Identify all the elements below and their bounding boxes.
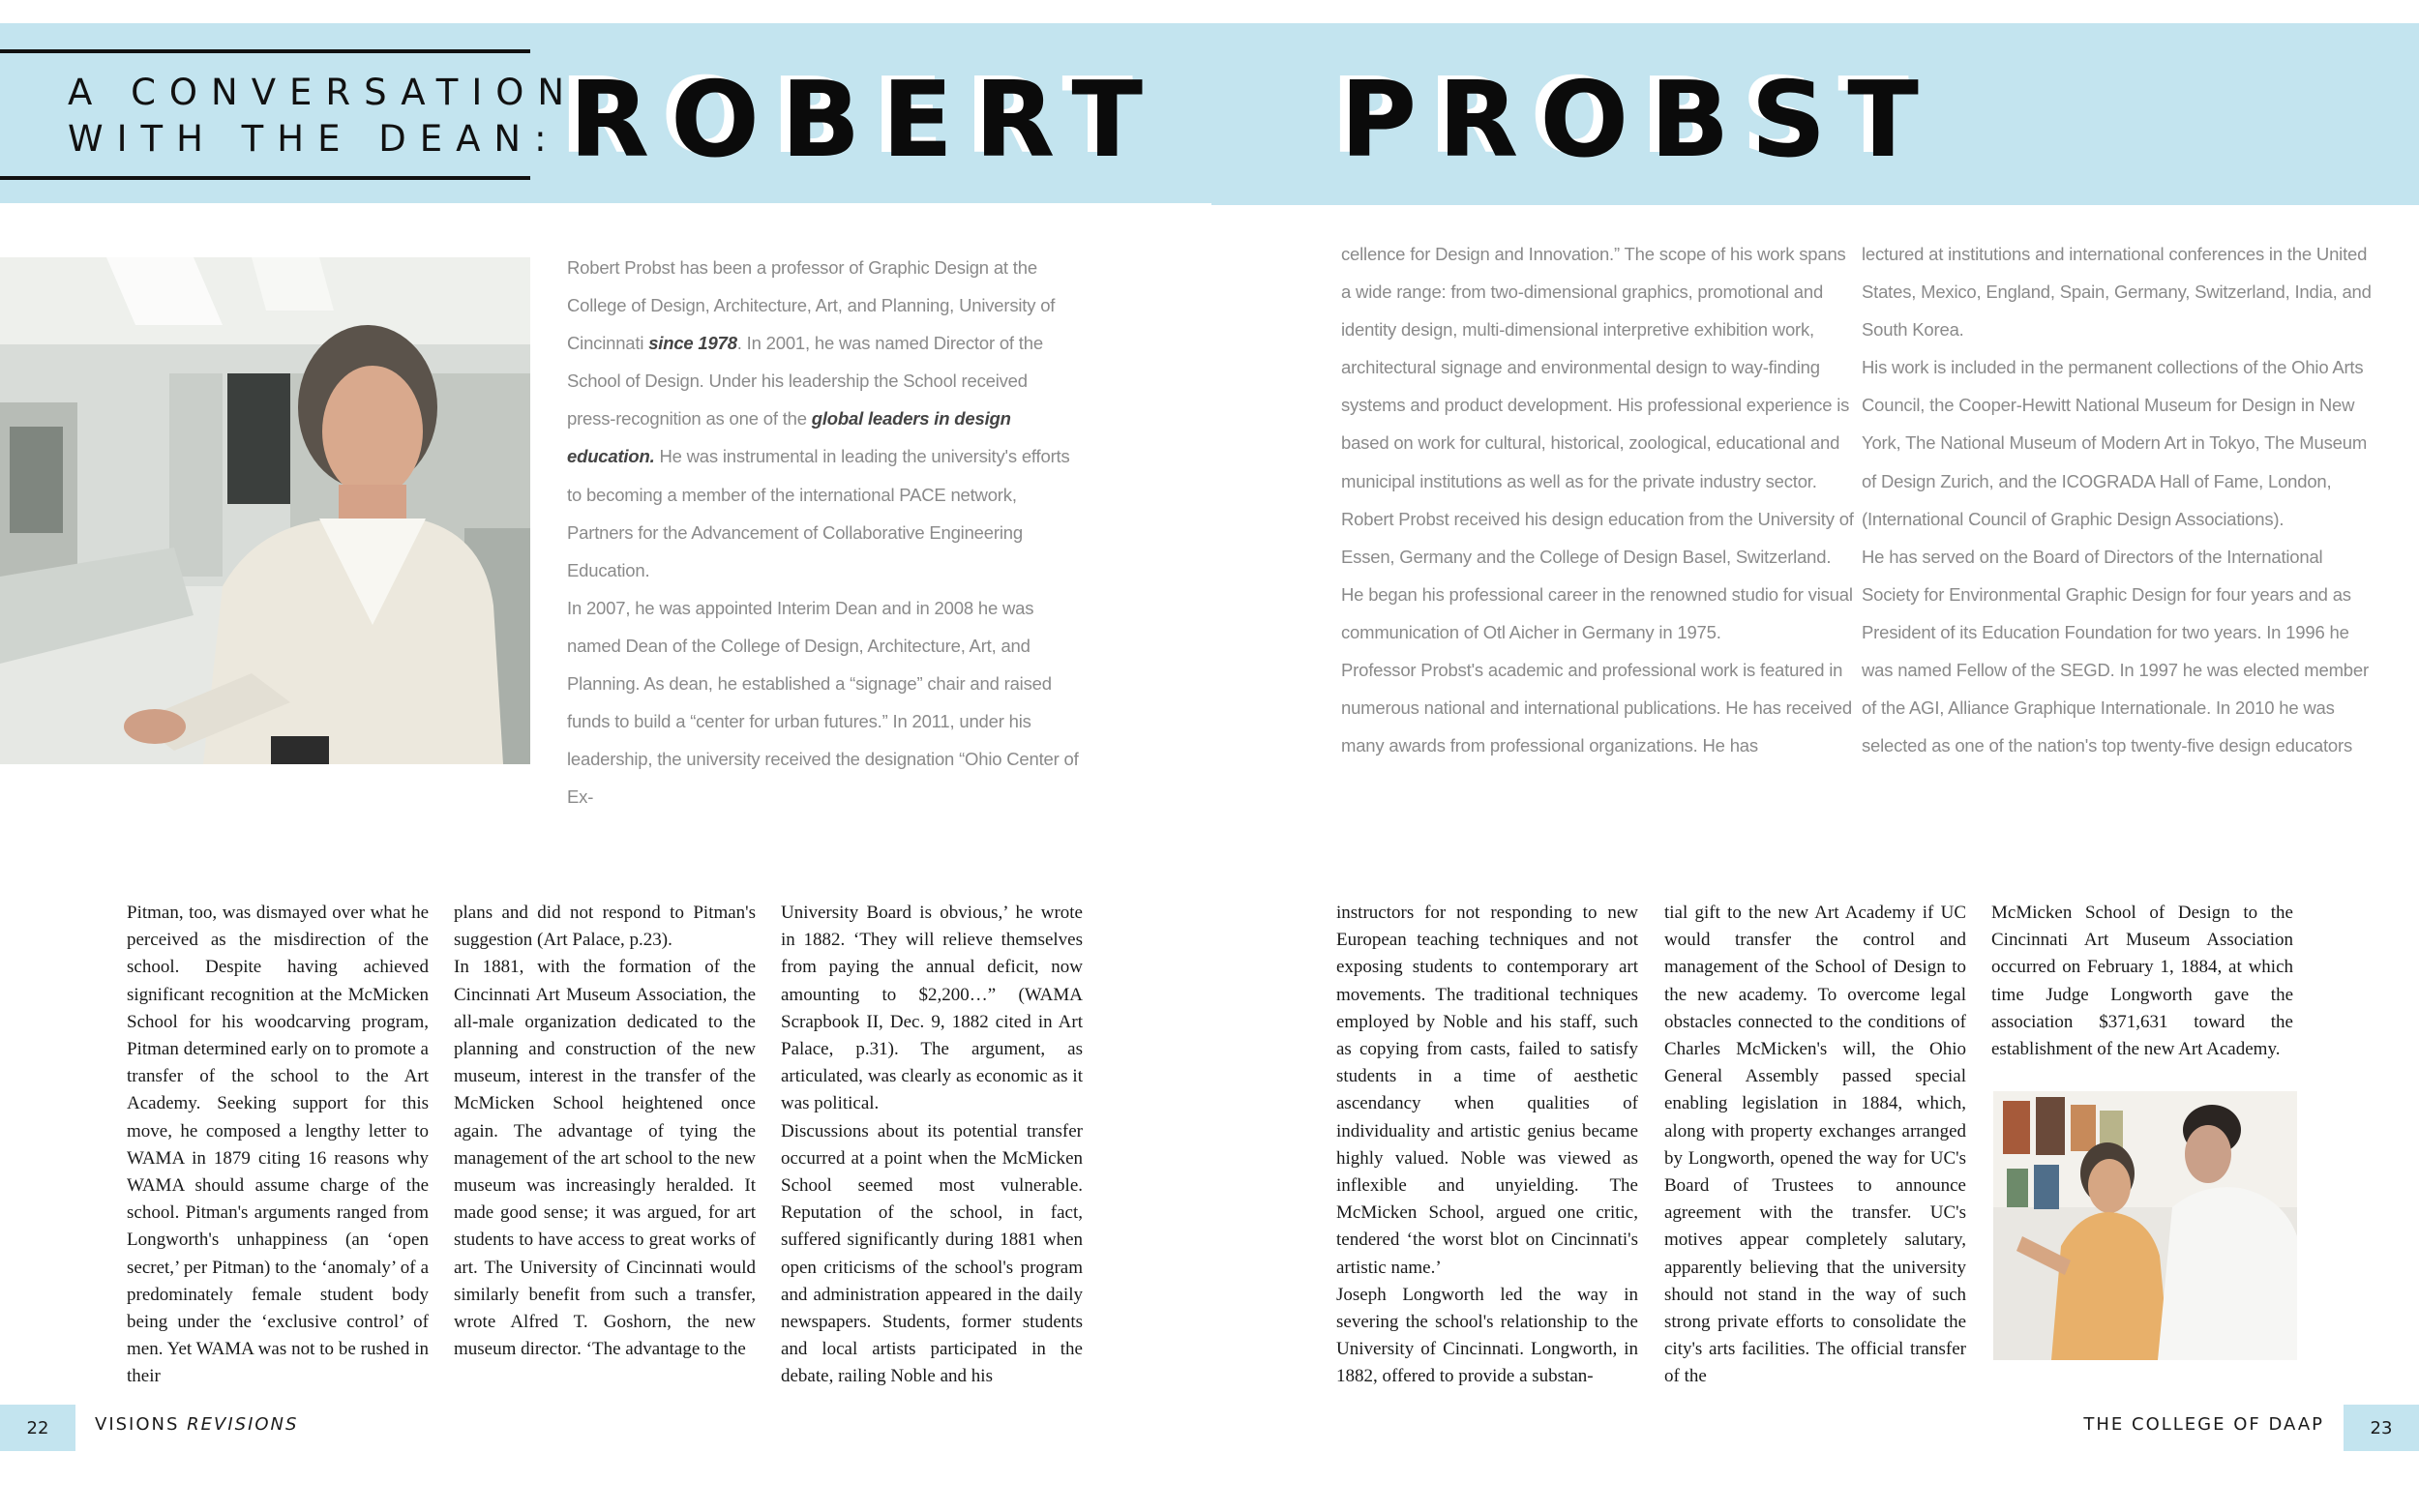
bio-column-1 bbox=[567, 249, 1080, 815]
portrait-photo bbox=[0, 257, 530, 764]
body-column-5 bbox=[1664, 900, 1966, 1391]
body-paragraph: Pitman, too, was dismayed over what he perceived as the misdirection of the school. Despite having achieved significant recognition at the McMicken School for his woodcarving program, Pitman determined early on to promote a transfer of the school to the Art Academy. Seeking support for this move, he composed a lengthy letter to WAMA in 1879 citing 16 reasons why WAMA should assume charge of the school. Pitman's arguments ranged from Longworth's unhappiness (an ‘open secret,’ per Pitman) to the ‘anomaly’ of a predominately female student body being under the ‘exclusive control’ of men. Yet WAMA was not to be rushed in their bbox=[127, 903, 429, 1387]
headline-first-name: ROBERT bbox=[569, 60, 1165, 181]
bio-emphasis: global leaders in design education. bbox=[567, 408, 1011, 467]
kicker-line-1: A CONVERSATION bbox=[68, 72, 579, 113]
headline-last-name: PROBST bbox=[1340, 60, 1940, 181]
bio-paragraph: In 2007, he was appointed Interim Dean and in 2008 he was named Dean of the College of Design, Architecture, Art, and Planning. As dean, he established a “signage” chair and raised funds to build a “center for urban futures.” In 2011, under his leadership, the university received the designation “Ohio Center of Ex- bbox=[567, 597, 1079, 808]
body-paragraph: Joseph Longworth led the way in severing the school's relationship to the University of Cincinnati. Longworth, in 1882, offered to provide a substan- bbox=[1336, 1284, 1638, 1387]
running-title-left bbox=[95, 1414, 298, 1435]
running-title-right: THE COLLEGE OF DAAP bbox=[2083, 1414, 2324, 1435]
body-column-2 bbox=[454, 900, 756, 1363]
kicker-text bbox=[68, 70, 579, 163]
kicker-rule-bottom bbox=[0, 176, 530, 180]
bio-emphasis: since 1978 bbox=[648, 333, 737, 354]
bio-paragraph: He has served on the Board of Directors of the International Society for Environmental Graphic Design for four years and as President of its Education Foundation for two years. In 1996 he was named Fellow of the SEGD. In 1997 he was elected member of the AGI, Alliance Graphique Internationale. In 2010 he was selected as one of the nation's top twenty-five design educators bbox=[1862, 546, 2369, 756]
running-title-text: VISIONS bbox=[95, 1414, 188, 1435]
body-paragraph: tial gift to the new Art Academy if UC would transfer the control and management of the School of Design to the new academy. To overcome legal obstacles connected to the conditions of Charles McMicken's will, the Ohio General Assembly passed special enabling legislation in 1884, which, along with property exchanges arranged by Longworth, opened the way for UC's Board of Trustees to announce agreement with the transfer. UC's motives appear completely salutary, apparently believing that the university should not stand in the way of such strong private efforts to consolidate the city's arts facilities. The official transfer of the bbox=[1664, 903, 1966, 1387]
bio-paragraph: Robert Probst received his design education from the University of Essen, Germany and the College of Design Basel, Switzerland. He began his professional career in the renowned studio for visual communication of Otl Aicher in Germany in 1975. bbox=[1341, 508, 1854, 642]
body-paragraph: instructors for not responding to new European teaching techniques and not exposing students to contemporary art movements. The traditional techniques employed by Noble and his staff, such as copying from casts, failed to satisfy students in a time of aesthetic ascendancy when qualities of individuality and artistic genius became highly valued. Noble was viewed as inflexible and unyielding. The McMicken School, argued one critic, tendered ‘the worst blot on Cincinnati's artistic name.’ bbox=[1336, 903, 1638, 1278]
studio-photo bbox=[1993, 1091, 2297, 1360]
kicker-rule-top bbox=[0, 49, 530, 53]
body-column-1 bbox=[127, 900, 429, 1391]
bio-column-2 bbox=[1341, 235, 1854, 764]
body-column-3 bbox=[781, 900, 1083, 1391]
bio-paragraph: lectured at institutions and international conferences in the United States, Mexico, England, Spain, Germany, Switzerland, India, and South Korea. bbox=[1862, 244, 2372, 341]
bio-column-3 bbox=[1862, 235, 2374, 764]
body-paragraph: plans and did not respond to Pitman's suggestion (Art Palace, p.23). bbox=[454, 903, 756, 951]
running-title-italic: REVISIONS bbox=[187, 1414, 299, 1435]
bio-paragraph: cellence for Design and Innovation.” The scope of his work spans a wide range: from two-dimensional graphics, promotional and identity design, multi-dimensional interpretive exhibition work, architectural signage and environmental design to way-finding systems and product development. His professional experience is based on work for cultural, historical, zoological, educational and municipal institutions as well as for the private industry sector. bbox=[1341, 244, 1850, 491]
body-paragraph: University Board is obvious,’ he wrote in 1882. ‘They will relieve themselves from paying the annual deficit, now amounting to $2,200…” (WAMA Scrapbook II, Dec. 9, 1882 cited in Art Palace, p.31). The argument, as articulated, was clearly as economic as it was political. bbox=[781, 903, 1083, 1114]
bio-paragraph: His work is included in the permanent collections of the Ohio Arts Council, the Cooper-Hewitt National Museum for Design in New York, The National Museum of Modern Art in Tokyo, The Museum of Design Zurich, and the ICOGRADA Hall of Fame, London, (International Council of Graphic Design Associations). bbox=[1862, 357, 2368, 529]
page-number-left: 22 bbox=[0, 1405, 75, 1451]
kicker-line-2: WITH THE DEAN: bbox=[68, 118, 560, 160]
body-paragraph: Discussions about its potential transfer occurred at a point when the McMicken School seemed most vulnerable. Reputation of the school, in fact, suffered significantly during 1881 when open criticisms of the school's program and administration appeared in the daily newspapers. Students, former students and local artists participated in the debate, railing Noble and his bbox=[781, 1120, 1083, 1387]
page-number-right: 23 bbox=[2344, 1405, 2419, 1451]
bio-paragraph: Professor Probst's academic and professional work is featured in numerous national and international publications. He has received many awards from professional organizations. He has bbox=[1341, 660, 1852, 756]
body-paragraph: In 1881, with the formation of the Cincinnati Art Museum Association, the all-male organization dedicated to the planning and construction of the new museum, interest in the transfer of the McMicken School heightened once again. The advantage of tying the management of the art school to the new museum was increasingly heralded. It made good sense; it was argued, for art students to have access to great works of art. The University of Cincinnati would similarly benefit from such a transfer, wrote Alfred T. Goshorn, the new museum director. ‘The advantage to the bbox=[454, 957, 756, 1360]
bio-text: . In 2001, he was named Director of the School of Design. Under his leadership the School received press-recognition as one of the bbox=[567, 333, 1043, 430]
body-paragraph: McMicken School of Design to the Cincinnati Art Museum Association occurred on February 1, 1884, at which time Judge Longworth gave the association $371,631 toward the establishment of the new Art Academy. bbox=[1991, 903, 2293, 1060]
bio-paragraph bbox=[567, 249, 1080, 589]
body-column-4 bbox=[1336, 900, 1638, 1391]
body-column-6 bbox=[1991, 900, 2293, 1063]
bio-text: Robert Probst has been a professor of Graphic Design at the College of Design, Architecture, Art, and Planning, University of Cincinnati bbox=[567, 257, 1056, 354]
bio-text: He was instrumental in leading the university's efforts to becoming a member of the international PACE network, Partners for the Advancement of Collaborative Engineering Education. bbox=[567, 446, 1070, 580]
